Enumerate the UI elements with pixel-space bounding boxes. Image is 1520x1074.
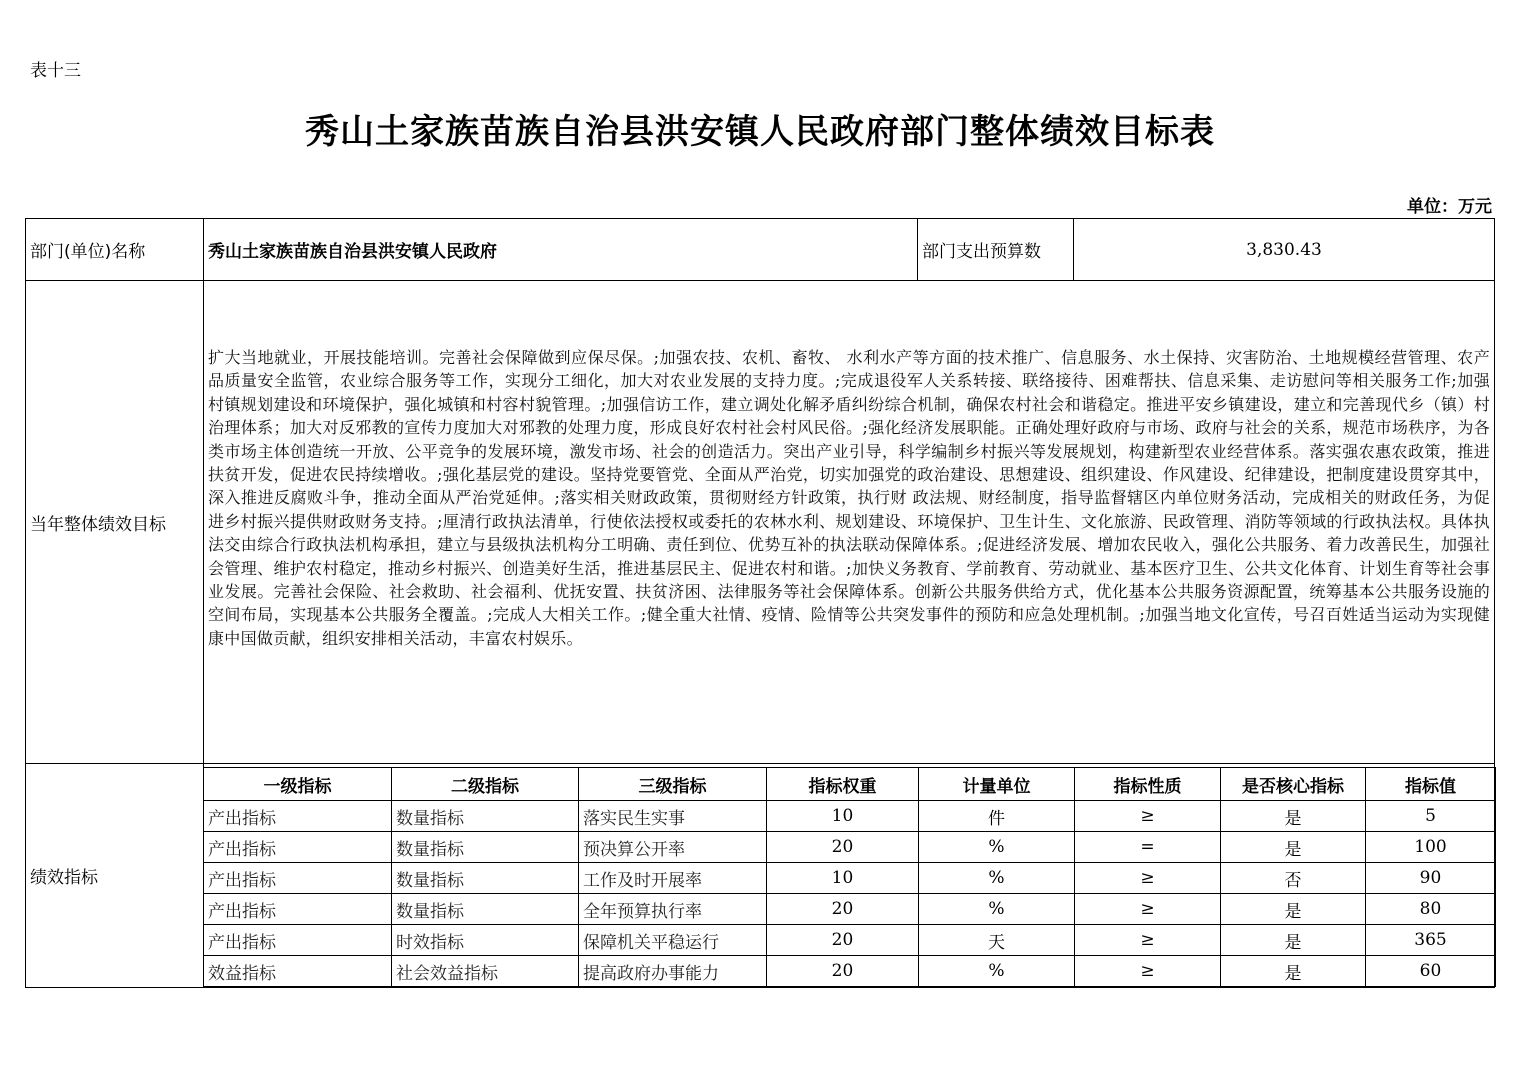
row-divider xyxy=(25,763,1495,764)
table-cell: 数量指标 xyxy=(392,832,579,863)
column-header: 指标性质 xyxy=(1075,768,1221,801)
column-header: 二级指标 xyxy=(392,768,579,801)
table-cell: 产出指标 xyxy=(204,832,392,863)
table-cell: ≥ xyxy=(1075,925,1221,956)
table-cell: 是 xyxy=(1221,832,1366,863)
table-row xyxy=(204,894,1496,925)
indicators-label: 绩效指标 xyxy=(30,868,98,888)
budget-value: 3,830.43 xyxy=(1246,239,1322,260)
table-cell: ≥ xyxy=(1075,894,1221,925)
dept-name-value: 秀山土家族苗族自治县洪安镇人民政府 xyxy=(208,242,497,262)
budget-label: 部门支出预算数 xyxy=(922,242,1041,262)
table-cell: 全年预算执行率 xyxy=(579,894,767,925)
column-header: 指标权重 xyxy=(767,768,919,801)
indicators-table xyxy=(203,767,1496,987)
table-cell: 80 xyxy=(1366,894,1496,925)
table-cell: 是 xyxy=(1221,956,1366,987)
table-cell: 数量指标 xyxy=(392,894,579,925)
table-cell: 时效指标 xyxy=(392,925,579,956)
table-row xyxy=(204,832,1496,863)
table-cell: 365 xyxy=(1366,925,1496,956)
table-cell: 提高政府办事能力 xyxy=(579,956,767,987)
page-title: 秀山土家族苗族自治县洪安镇人民政府部门整体绩效目标表 xyxy=(305,112,1215,152)
table-cell: 数量指标 xyxy=(392,863,579,894)
table-cell: 工作及时开展率 xyxy=(579,863,767,894)
table-cell: 保障机关平稳运行 xyxy=(579,925,767,956)
unit-label: 单位：万元 xyxy=(1407,197,1492,217)
column-header: 计量单位 xyxy=(919,768,1075,801)
table-cell: = xyxy=(1075,832,1221,863)
column-header: 指标值 xyxy=(1366,768,1496,801)
table-cell: 社会效益指标 xyxy=(392,956,579,987)
table-cell: 10 xyxy=(767,863,919,894)
table-cell: 20 xyxy=(767,956,919,987)
table-cell: 20 xyxy=(767,832,919,863)
table-cell: ≥ xyxy=(1075,801,1221,832)
annual-goal-text: 扩大当地就业，开展技能培训。完善社会保障做到应保尽保。;加强农技、农机、畜牧、 水利水产等方面的技术推广、信息服务、水土保持、灾害防治、土地规模经营管理、农产品质量安全监管，农业综合服务等工作，实现分工细化，加大对农业发展的支持力度。;完成退役军人关系转接、联络接待、困难帮扶、信息采集、走访慰问等相关服务工作;加强村镇规划建设和环境保护，强化城镇和村容村貌管理。;加强信访工作，建立调处化解矛盾纠纷综合机制，确保农村社会和谐稳定。推进平安乡镇建设，建立和完善现代乡（镇）村治理体系；加大对反邪教的宣传力度加大对邪教的处理力度，形成良好农村社会村风民俗。;强化经济发展职能。正确处理好政府与市场、政府与社会的关系，规范市场秩序，为各类市场主体创造统一开放、公平竞争的发展环境，激发市场、社会的创造活力。突出产业引导，科学编制乡村振兴等发展规划，构建新型农业经营体系。落实强农惠农政策，推进扶贫开发，促进农民持续增收。;强化基层党的建设。坚持党要管党、全面从严治党，切实加强党的政治建设、思想建设、组织建设、作风建设、纪律建设，把制度建设贯穿其中，深入推进反腐败斗争，推动全面从严治党延伸。;落实相关财政政策，贯彻财经方针政策，执行财 政法规、财经制度，指导监督辖区内单位财务活动，完成相关的财政任务，为促进乡村振兴提供财政财务支持。;厘清行政执法清单，行使依法授权或委托的农林水利、规划建设、环境保护、卫生计生、文化旅游、民政管理、消防等领域的行政执法权。具体执法交由综合行政执法机构承担，建立与县级执法机构分工明确、责任到位、优势互补的执法联动保障体系。;促进经济发展、增加农民收入，强化公共服务、着力改善民生，加强社会管理、维护农村稳定，推动乡村振兴、创造美好生活，推进基层民主、促进农村和谐。;加快义务教育、学前教育、劳动就业、基本医疗卫生、公共文化体育、计划生育等社会事业发展。完善社会保险、社会救助、社会福利、优抚安置、扶贫济困、法律服务等社会保障体系。创新公共服务供给方式，优化基本公共服务资源配置，统筹基本公共服务设施的空间布局，实现基本公共服务全覆盖。;完成人大相关工作。;健全重大社情、疫情、险情等公共突发事件的预防和应急处理机制。;加强当地文化宣传，号召百姓适当运动为实现健康中国做贡献，组织安排相关活动，丰富农村娱乐。 xyxy=(208,348,1490,648)
table-cell: 是 xyxy=(1221,925,1366,956)
table-cell: 是 xyxy=(1221,894,1366,925)
dept-name-label: 部门(单位)名称 xyxy=(30,242,146,262)
table-cell: % xyxy=(919,894,1075,925)
table-cell: ≥ xyxy=(1075,863,1221,894)
table-cell: 20 xyxy=(767,925,919,956)
table-cell: 20 xyxy=(767,894,919,925)
table-row xyxy=(204,925,1496,956)
table-cell: 效益指标 xyxy=(204,956,392,987)
table-cell: % xyxy=(919,832,1075,863)
column-header: 三级指标 xyxy=(579,768,767,801)
table-cell: 产出指标 xyxy=(204,801,392,832)
row-divider xyxy=(25,280,1495,281)
table-cell: 产出指标 xyxy=(204,894,392,925)
column-header: 一级指标 xyxy=(204,768,392,801)
table-number: 表十三 xyxy=(30,61,81,81)
table-cell: 5 xyxy=(1366,801,1496,832)
table-cell: 90 xyxy=(1366,863,1496,894)
table-cell: 产出指标 xyxy=(204,863,392,894)
table-cell: 数量指标 xyxy=(392,801,579,832)
table-cell: 是 xyxy=(1221,801,1366,832)
table-cell: 100 xyxy=(1366,832,1496,863)
table-row xyxy=(204,801,1496,832)
table-cell: % xyxy=(919,956,1075,987)
column-header: 是否核心指标 xyxy=(1221,768,1366,801)
table-cell: ≥ xyxy=(1075,956,1221,987)
table-cell: 落实民生实事 xyxy=(579,801,767,832)
table-cell: 否 xyxy=(1221,863,1366,894)
table-cell: 10 xyxy=(767,801,919,832)
table-cell: 60 xyxy=(1366,956,1496,987)
annual-goal-label: 当年整体绩效目标 xyxy=(30,514,166,535)
table-row xyxy=(204,863,1496,894)
table-cell: 天 xyxy=(919,925,1075,956)
table-row xyxy=(204,956,1496,987)
table-cell: 预决算公开率 xyxy=(579,832,767,863)
indicators-header-row xyxy=(204,768,1496,801)
table-cell: 产出指标 xyxy=(204,925,392,956)
table-cell: 件 xyxy=(919,801,1075,832)
table-cell: % xyxy=(919,863,1075,894)
